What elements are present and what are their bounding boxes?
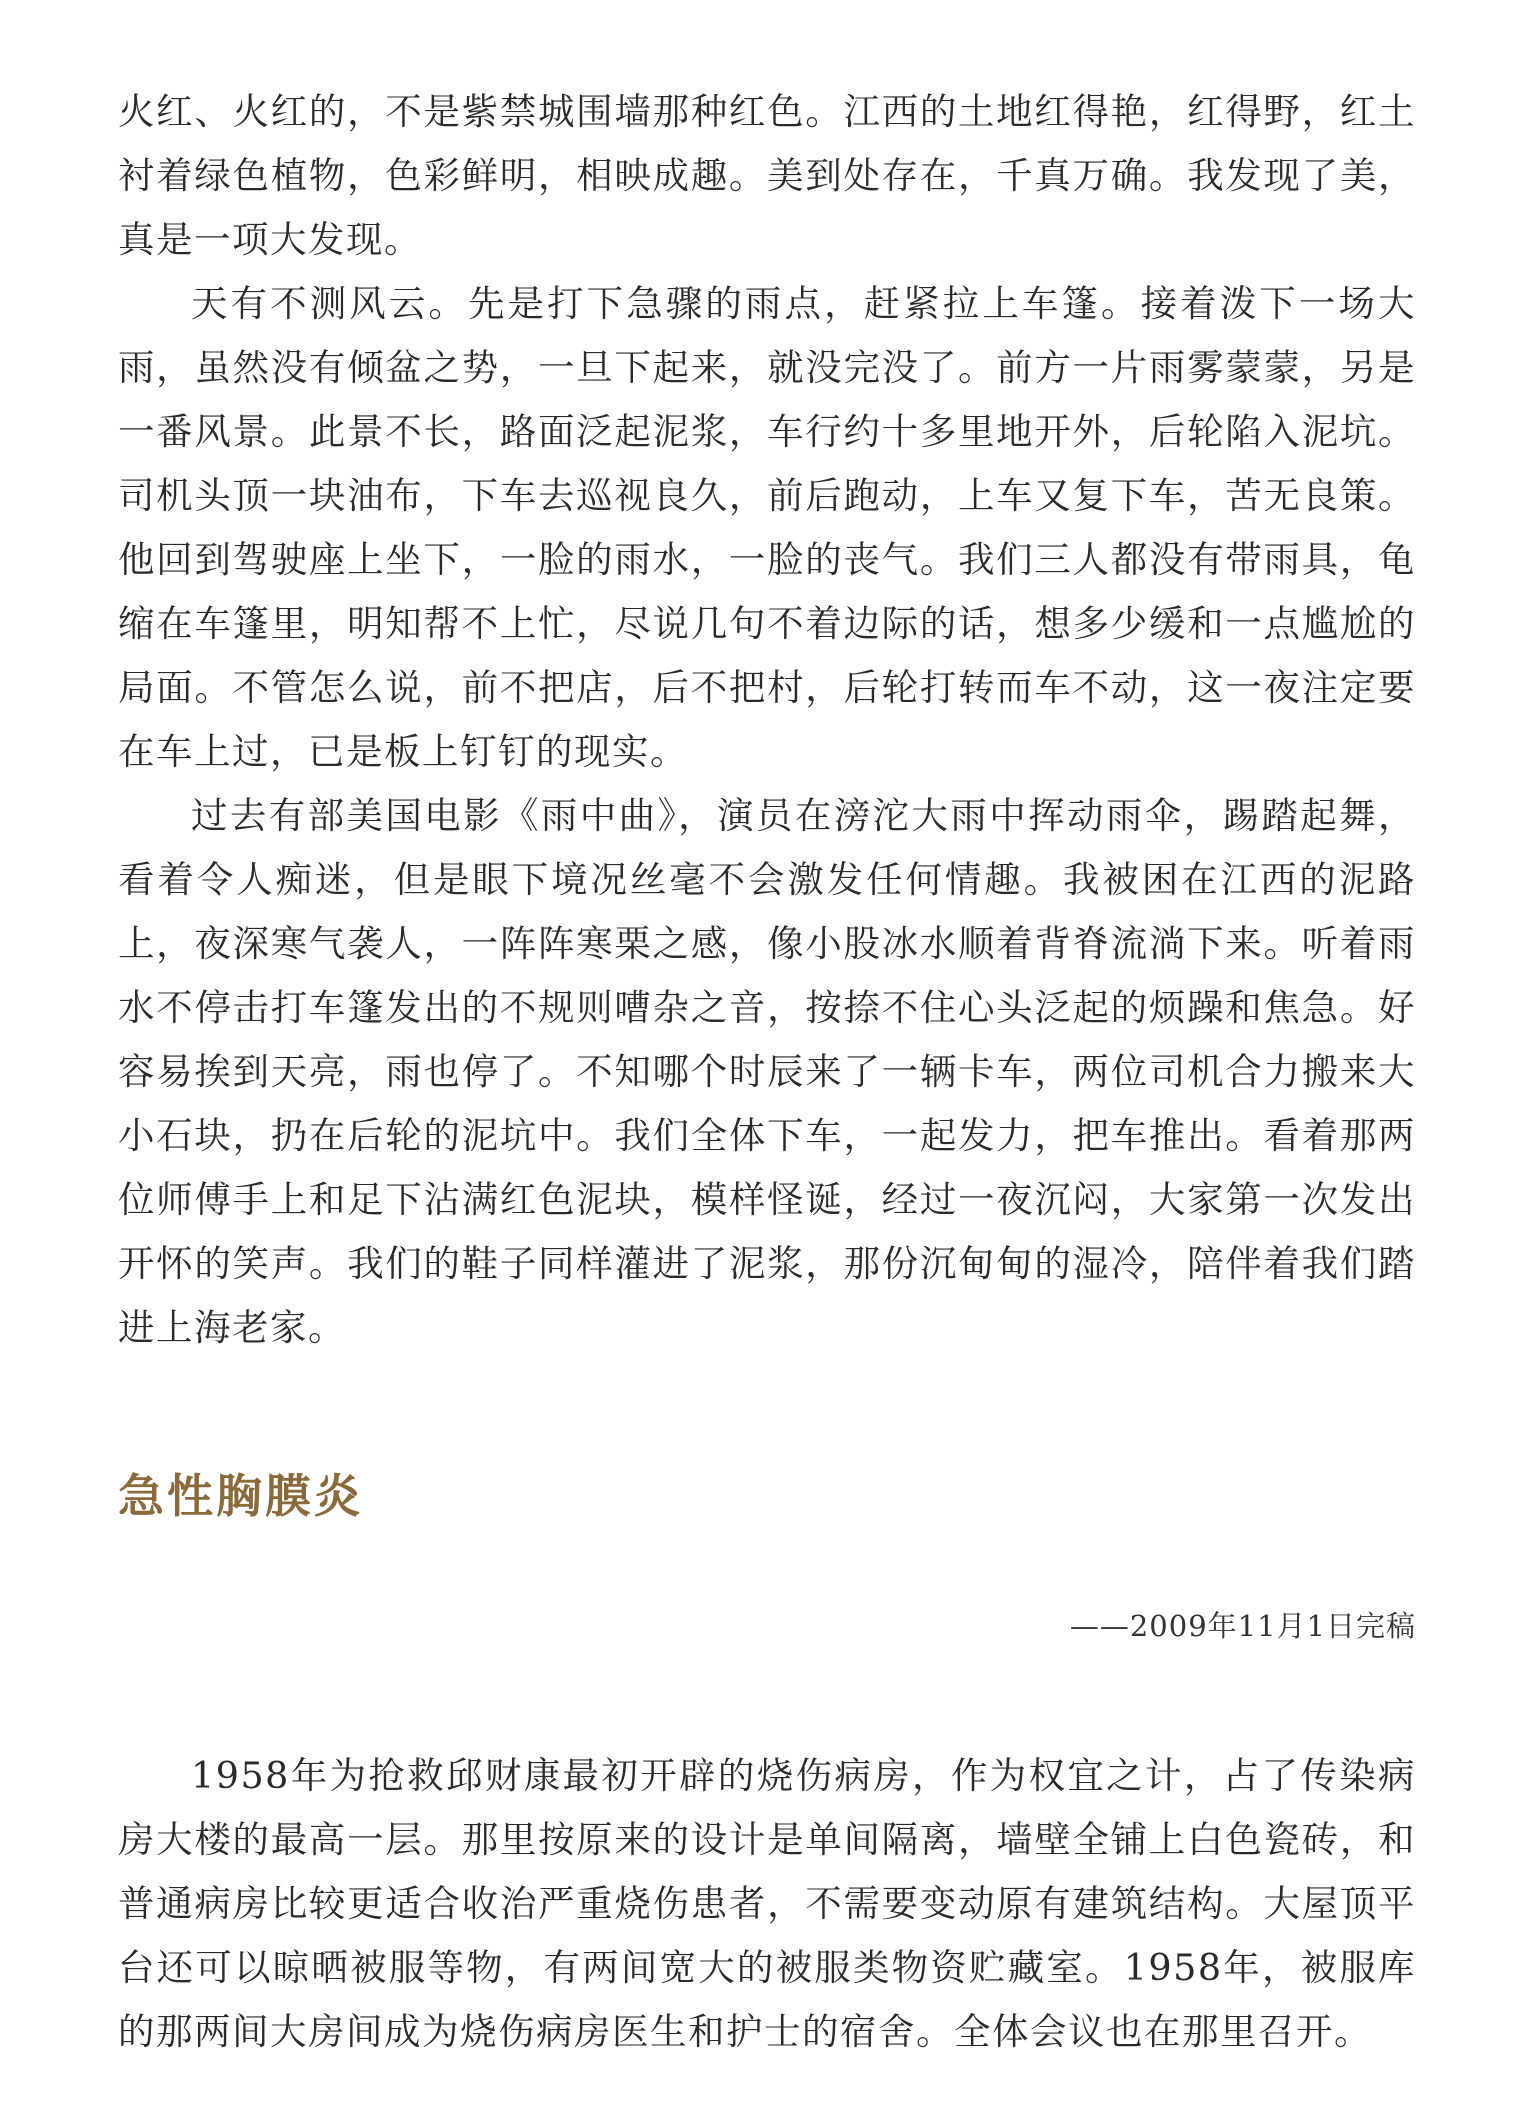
completion-date-byline: ——2009年11月1日完稿 [1069,1609,1416,1643]
section-title: 急性胸膜炎 [118,1469,363,1523]
paragraph: 过去有部美国电影《雨中曲》，演员在滂沱大雨中挥动雨伞，踢踏起舞，看着令人痴迷，但是眼下境况丝毫不会激发任何情趣。我被困在江西的泥路上，夜深寒气袭人，一阵阵寒栗之感，像小股冰水顺着背脊流淌下来。听着雨水不停击打车篷发出的不规则嘈杂之音，按捺不住心头泛起的烦躁和焦急。好容易挨到天亮，雨也停了。不知哪个时辰来了一辆卡车，两位司机合力搬来大小石块，扔在后轮的泥坑中。我们全体下车，一起发力，把车推出。看着那两位师傅手上和足下沾满红色泥块，模样怪诞，经过一夜沉闷，大家第一次发出开怀的笑声。我们的鞋子同样灌进了泥浆，那份沉甸甸的湿冷，陪伴着我们踏进上海老家。 [118,794,1416,1349]
article-body [118,1744,1416,2064]
paragraph: 火红、火红的，不是紫禁城围墙那种红色。江西的土地红得艳，红得野，红土衬着绿色植物，色彩鲜明，相映成趣。美到处存在，千真万确。我发现了美，真是一项大发现。 [118,90,1416,261]
article-continuation [118,80,1416,1360]
paragraph: 天有不测风云。先是打下急骤的雨点，赶紧拉上车篷。接着泼下一场大雨，虽然没有倾盆之势，一旦下起来，就没完没了。前方一片雨雾蒙蒙，另是一番风景。此景不长，路面泛起泥浆，车行约十多里地开外，后轮陷入泥坑。司机头顶一块油布，下车去巡视良久，前后跑动，上车又复下车，苦无良策。他回到驾驶座上坐下，一脸的雨水，一脸的丧气。我们三人都没有带雨具，龟缩在车篷里，明知帮不上忙，尽说几句不着边际的话，想多少缓和一点尴尬的局面。不管怎么说，前不把店，后不把村，后轮打转而车不动，这一夜注定要在车上过，已是板上钉钉的现实。 [118,282,1416,773]
paragraph: 1958年为抢救邱财康最初开辟的烧伤病房，作为权宜之计，占了传染病房大楼的最高一层。那里按原来的设计是单间隔离，墙壁全铺上白色瓷砖，和普通病房比较更适合收治严重烧伤患者，不需要变动原有建筑结构。大屋顶平台还可以晾晒被服等物，有两间宽大的被服类物资贮藏室。1958年，被服库的那两间大房间成为烧伤病房医生和护士的宿舍。全体会议也在那里召开。 [118,1754,1416,2053]
